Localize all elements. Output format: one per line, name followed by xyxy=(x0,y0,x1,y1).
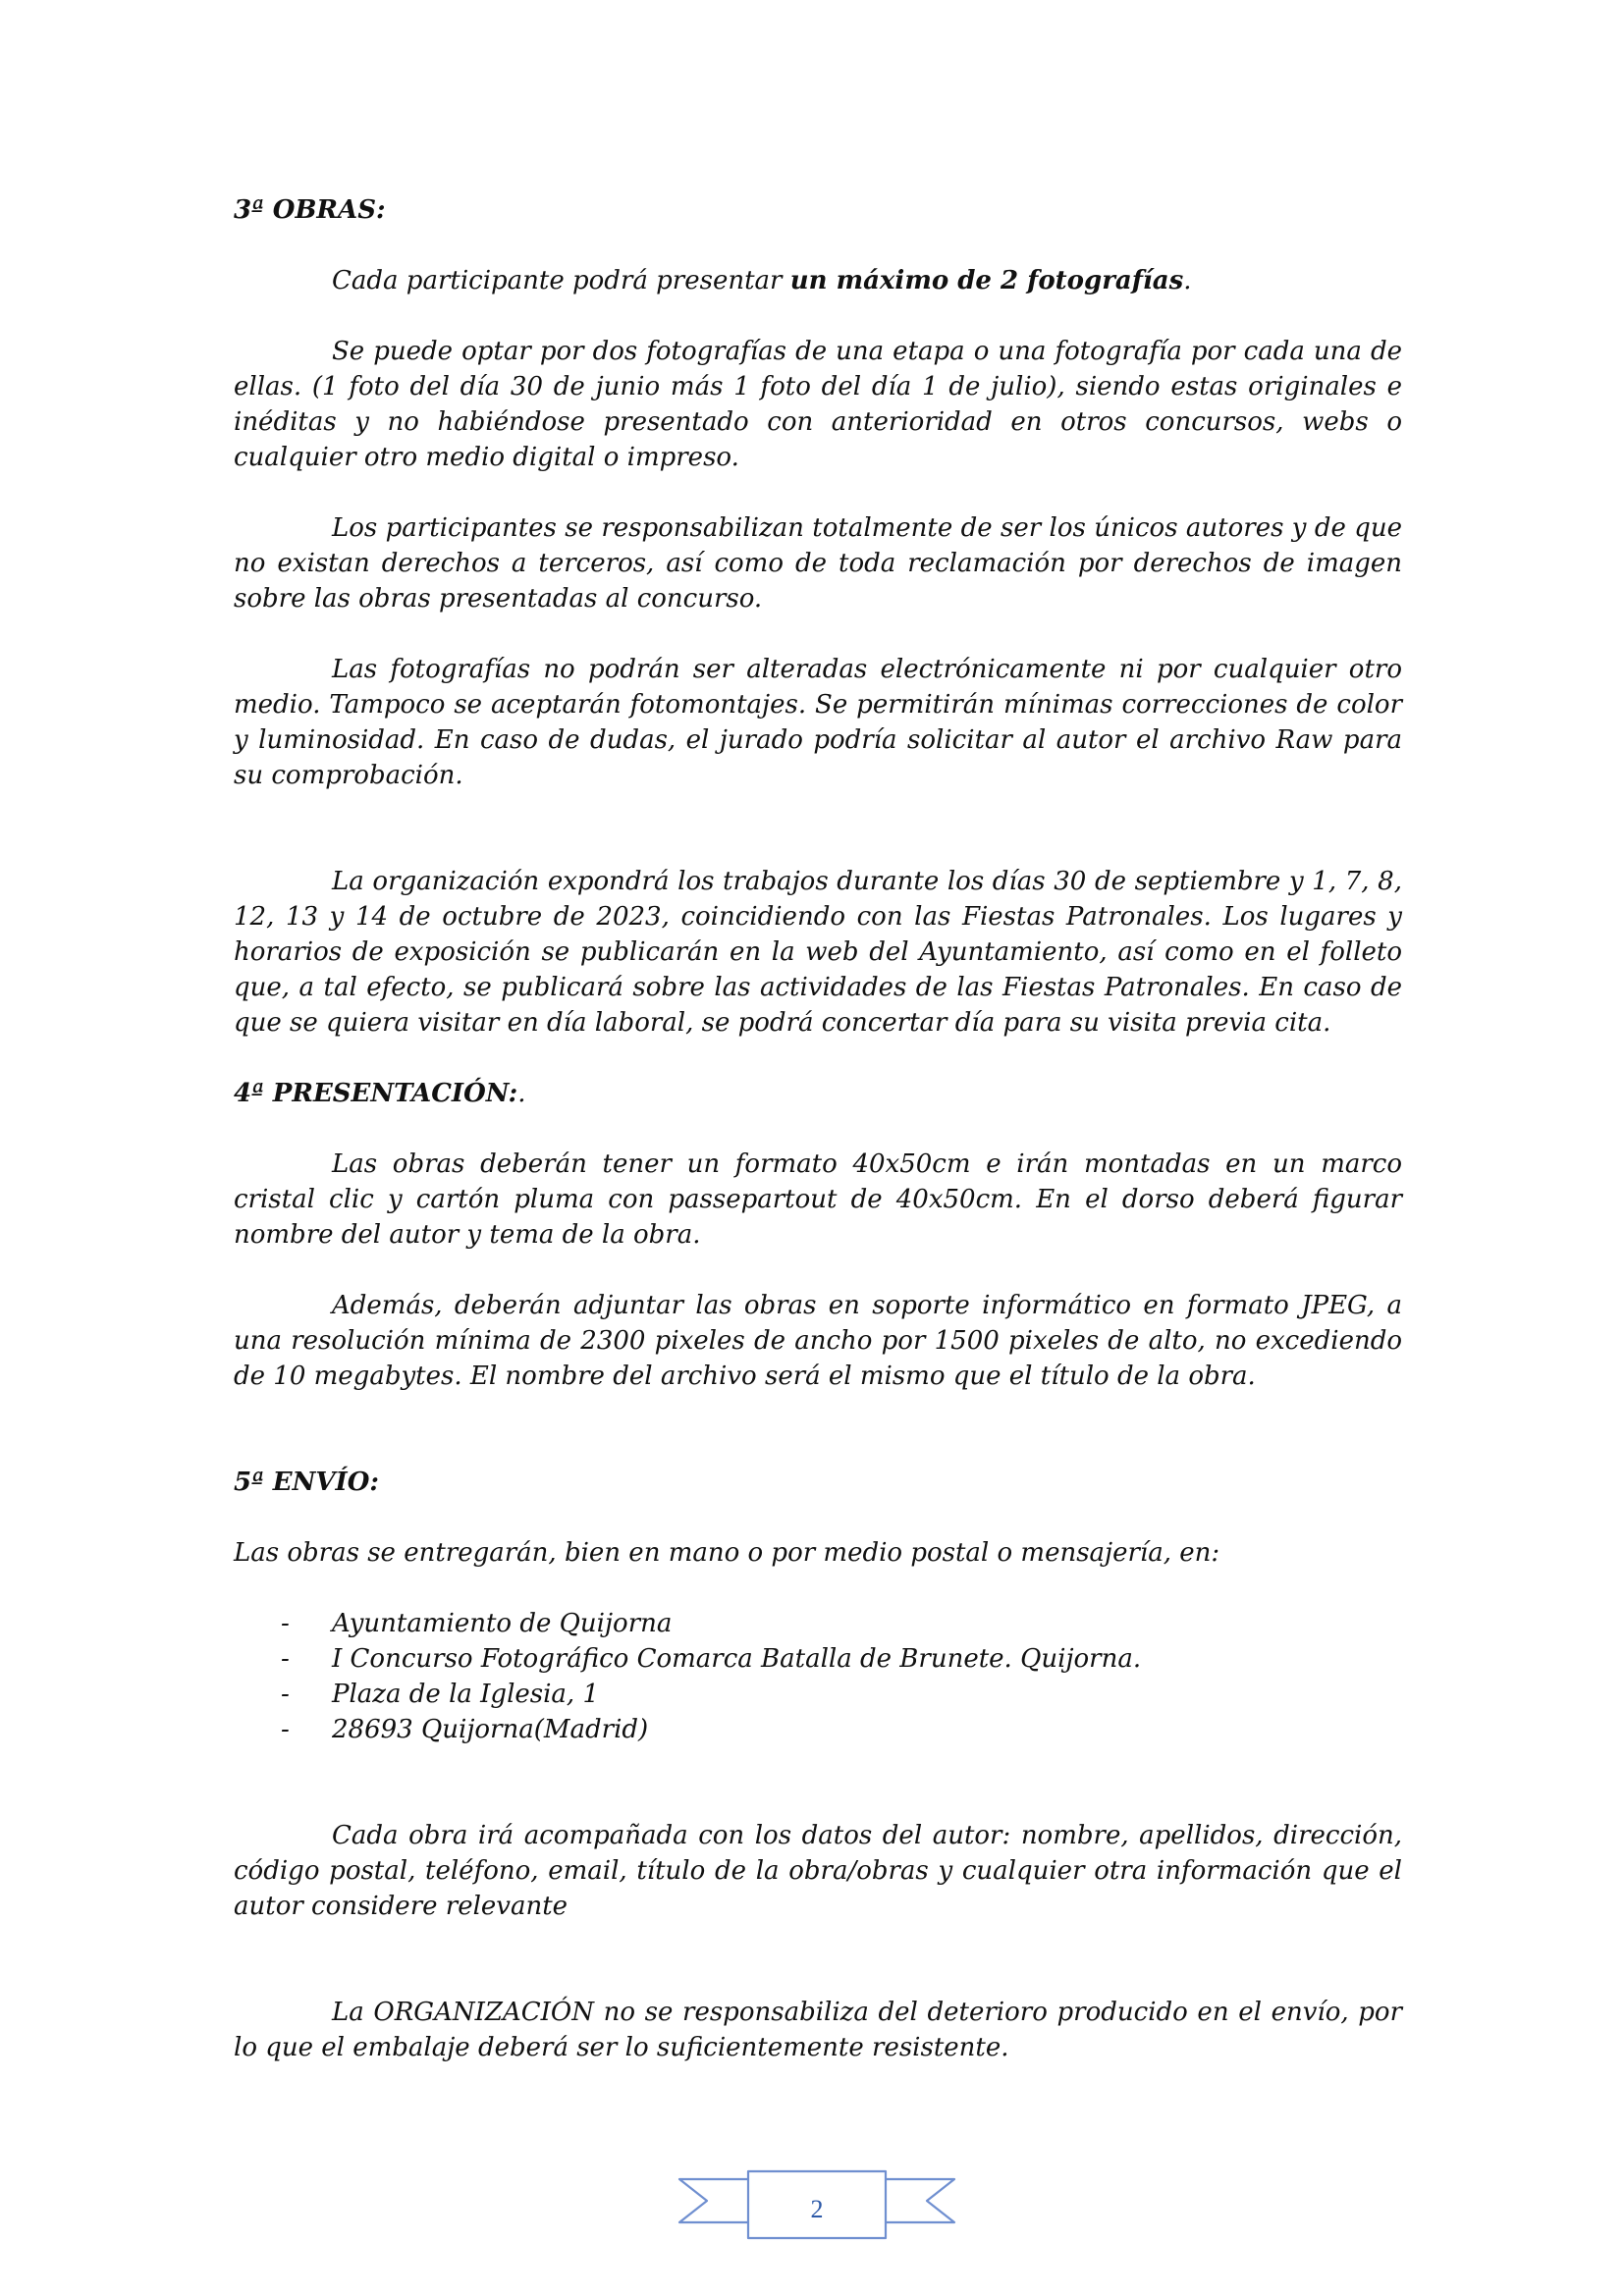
address-line-text: Ayuntamiento de Quijorna xyxy=(332,1609,673,1638)
section-3-paragraph-3: Los participantes se responsabilizan totalmente de ser los únicos autores y de que no existan derechos a terceros, así como de toda reclamación por derechos de imagen sobre las obras presentadas al concurso. xyxy=(234,513,1402,614)
address-list xyxy=(234,1606,1402,1747)
section-3-p1-end: . xyxy=(1183,266,1192,295)
section-4-heading-suffix: . xyxy=(517,1079,526,1108)
list-dash: - xyxy=(281,1715,290,1744)
page-body xyxy=(234,192,1402,2065)
address-line xyxy=(234,1641,1402,1677)
address-line xyxy=(234,1712,1402,1747)
section-3-p1-emphasis: un máximo de 2 fotografías xyxy=(789,266,1184,295)
section-3-paragraph-1 xyxy=(234,263,1402,298)
address-line-text: 28693 Quijorna(Madrid) xyxy=(332,1715,649,1744)
page-number-ribbon xyxy=(676,2167,958,2246)
section-3-paragraph-2: Se puede optar por dos fotografías de una etapa o una fotografía por cada una de ellas. (1 foto del día 30 de junio más 1 foto del día 1 de julio), siendo estas originales e inéditas y no habiéndose presentado con anterioridad en otros concursos, webs o cualquier otro medio digital o impreso. xyxy=(234,337,1402,472)
list-dash: - xyxy=(281,1609,290,1638)
section-5-intro: Las obras se entregarán, bien en mano o por medio postal o mensajería, en: xyxy=(234,1538,1220,1568)
page-number: 2 xyxy=(810,2195,824,2223)
section-5-paragraph-2: La ORGANIZACIÓN no se responsabiliza del deterioro producido en el envío, por lo que el embalaje deberá ser lo suficientemente resistente. xyxy=(234,1998,1402,2062)
section-4-heading-text: 4ª PRESENTACIÓN: xyxy=(234,1079,518,1108)
address-line xyxy=(234,1606,1402,1641)
list-dash: - xyxy=(281,1644,290,1674)
section-3-heading: 3ª OBRAS: xyxy=(234,195,386,225)
section-4-paragraph-1: Las obras deberán tener un formato 40x50cm e irán montadas en un marco cristal clic y cartón pluma con passepartout de 40x50cm. En el dorso deberá figurar nombre del autor y tema de la obra. xyxy=(234,1149,1402,1250)
section-3-paragraph-4: Las fotografías no podrán ser alteradas electrónicamente ni por cualquier otro medio. Tampoco se aceptarán fotomontajes. Se permitirán mínimas correcciones de color y luminosidad. En caso de dudas, el jurado podría solicitar al autor el archivo Raw para su comprobación. xyxy=(234,655,1402,790)
address-line-text: I Concurso Fotográfico Comarca Batalla de Brunete. Quijorna. xyxy=(332,1644,1142,1674)
section-3-paragraph-5: La organización expondrá los trabajos durante los días 30 de septiembre y 1, 7, 8, 12, 13 y 14 de octubre de 2023, coincidiendo con las Fiestas Patronales. Los lugares y horarios de exposición se publicarán en la web del Ayuntamiento, así como en el folleto que, a tal efecto, se publicará sobre las actividades de las Fiestas Patronales. En caso de que se quiera visitar en día laboral, se podrá concertar día para su visita previa cita. xyxy=(234,867,1402,1038)
section-3-p1-text: Cada participante podrá presentar xyxy=(332,266,790,295)
address-line xyxy=(234,1677,1402,1712)
address-line-text: Plaza de la Iglesia, 1 xyxy=(332,1680,599,1709)
section-5-heading: 5ª ENVÍO: xyxy=(234,1468,379,1497)
section-5-paragraph-1: Cada obra irá acompañada con los datos del autor: nombre, apellidos, dirección, código postal, teléfono, email, título de la obra/obras y cualquier otra información que el autor considere relevante xyxy=(234,1821,1402,1921)
list-dash: - xyxy=(281,1680,290,1709)
section-4-heading xyxy=(234,1076,1402,1111)
section-4-paragraph-2: Además, deberán adjuntar las obras en soporte informático en formato JPEG, a una resolución mínima de 2300 pixeles de ancho por 1500 pixeles de alto, no excediendo de 10 megabytes. El nombre del archivo será el mismo que el título de la obra. xyxy=(234,1291,1402,1391)
